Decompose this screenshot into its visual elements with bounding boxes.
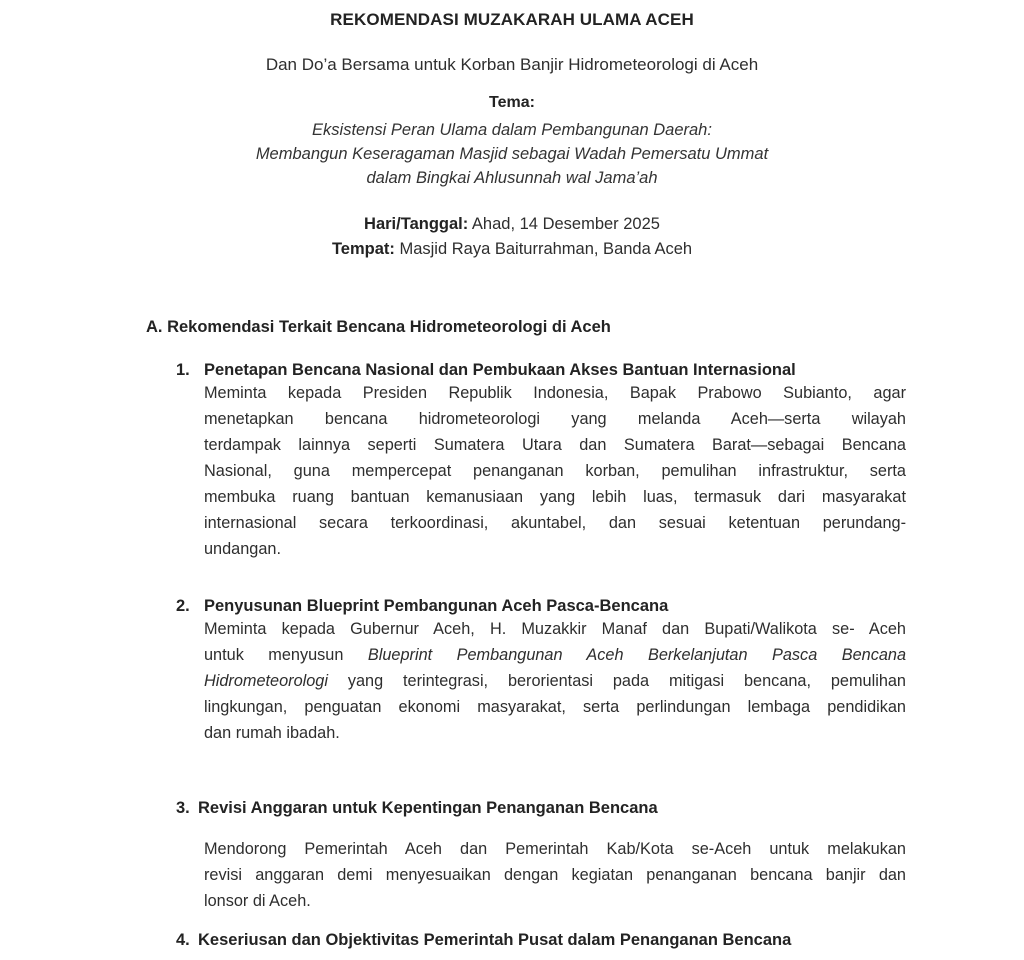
theme-label: Tema: — [489, 94, 535, 111]
body-line: Nasional, guna mempercepat penanganan korban, pemulihan infrastruktur, serta — [204, 462, 906, 480]
item-number: 2. — [176, 597, 190, 615]
document-title: REKOMENDASI MUZAKARAH ULAMA ACEH — [330, 10, 694, 29]
item-number: 4. — [176, 931, 190, 949]
body-line: Mendorong Pemerintah Aceh dan Pemerintah Kab/Kota se-Aceh untuk melakukan — [204, 840, 906, 858]
theme-text — [0, 118, 1024, 190]
theme-line: Eksistensi Peran Ulama dalam Pembangunan Daerah: — [312, 121, 712, 139]
theme-line: dalam Bingkai Ahlusunnah wal Jama’ah — [366, 169, 658, 187]
theme-line: Membangun Keseragaman Masjid sebagai Wadah Pemersatu Ummat — [255, 145, 769, 163]
item-heading — [176, 931, 906, 950]
item-number: 1. — [176, 361, 190, 379]
item-body — [204, 616, 906, 746]
body-line — [204, 642, 906, 668]
recommendation-item — [176, 931, 906, 950]
place-value: Masjid Raya Baiturrahman, Banda Aceh — [394, 240, 693, 258]
body-line: Meminta kepada Presiden Republik Indonesia, Bapak Prabowo Subianto, agar — [204, 384, 906, 402]
body-text: yang terintegrasi, berorientasi pada mitigasi bencana, pemulihan — [327, 672, 906, 690]
recommendation-item — [176, 799, 906, 914]
item-title: Keseriusan dan Objektivitas Pemerintah Pusat dalam Penanganan Bencana — [198, 931, 792, 949]
item-title: Revisi Anggaran untuk Kepentingan Penanganan Bencana — [198, 799, 658, 817]
item-heading — [176, 597, 906, 616]
body-line — [204, 668, 906, 694]
event-place — [0, 237, 1024, 262]
body-line: Meminta kepada Gubernur Aceh, H. Muzakkir Manaf dan Bupati/Walikota se- Aceh — [204, 620, 906, 638]
body-line: terdampak lainnya seperti Sumatera Utara dan Sumatera Barat—sebagai Bencana — [204, 436, 906, 454]
body-line: dan rumah ibadah. — [204, 724, 340, 742]
body-italic-text: Blueprint Pembangunan Aceh Berkelanjutan Pasca Bencana — [367, 646, 906, 664]
item-body — [204, 836, 906, 914]
item-heading — [176, 361, 906, 380]
recommendation-item — [176, 361, 906, 562]
body-line: lingkungan, penguatan ekonomi masyarakat, serta perlindungan lembaga pendidikan — [204, 698, 906, 716]
event-meta — [0, 212, 1024, 262]
item-number: 3. — [176, 799, 190, 817]
item-heading — [176, 799, 906, 818]
body-line: lonsor di Aceh. — [204, 892, 311, 910]
item-title: Penyusunan Blueprint Pembangunan Aceh Pasca-Bencana — [204, 597, 669, 615]
body-line: menetapkan bencana hidrometeorologi yang melanda Aceh—serta wilayah — [204, 410, 906, 428]
place-label: Tempat: — [331, 240, 395, 258]
date-value: Ahad, 14 Desember 2025 — [468, 215, 660, 233]
body-line: undangan. — [204, 540, 281, 558]
date-label: Hari/Tanggal: — [364, 215, 469, 233]
body-line: internasional secara terkoordinasi, akuntabel, dan sesuai ketentuan perundang- — [204, 514, 906, 532]
item-body — [204, 380, 906, 562]
document-subtitle: Dan Do’a Bersama untuk Korban Banjir Hidrometeorologi di Aceh — [265, 55, 759, 74]
body-line: membuka ruang bantuan kemanusiaan yang lebih luas, termasuk dari masyarakat — [204, 488, 906, 506]
body-line: revisi anggaran demi menyesuaikan dengan kegiatan penanganan bencana banjir dan — [204, 866, 906, 884]
body-italic-text: Hidrometeorologi — [204, 672, 328, 690]
event-date — [0, 212, 1024, 237]
recommendation-item — [176, 597, 906, 746]
body-text: untuk menyusun — [204, 646, 368, 664]
section-a-heading: A. Rekomendasi Terkait Bencana Hidrometeorologi di Aceh — [146, 318, 611, 336]
item-title: Penetapan Bencana Nasional dan Pembukaan Akses Bantuan Internasional — [204, 361, 796, 379]
